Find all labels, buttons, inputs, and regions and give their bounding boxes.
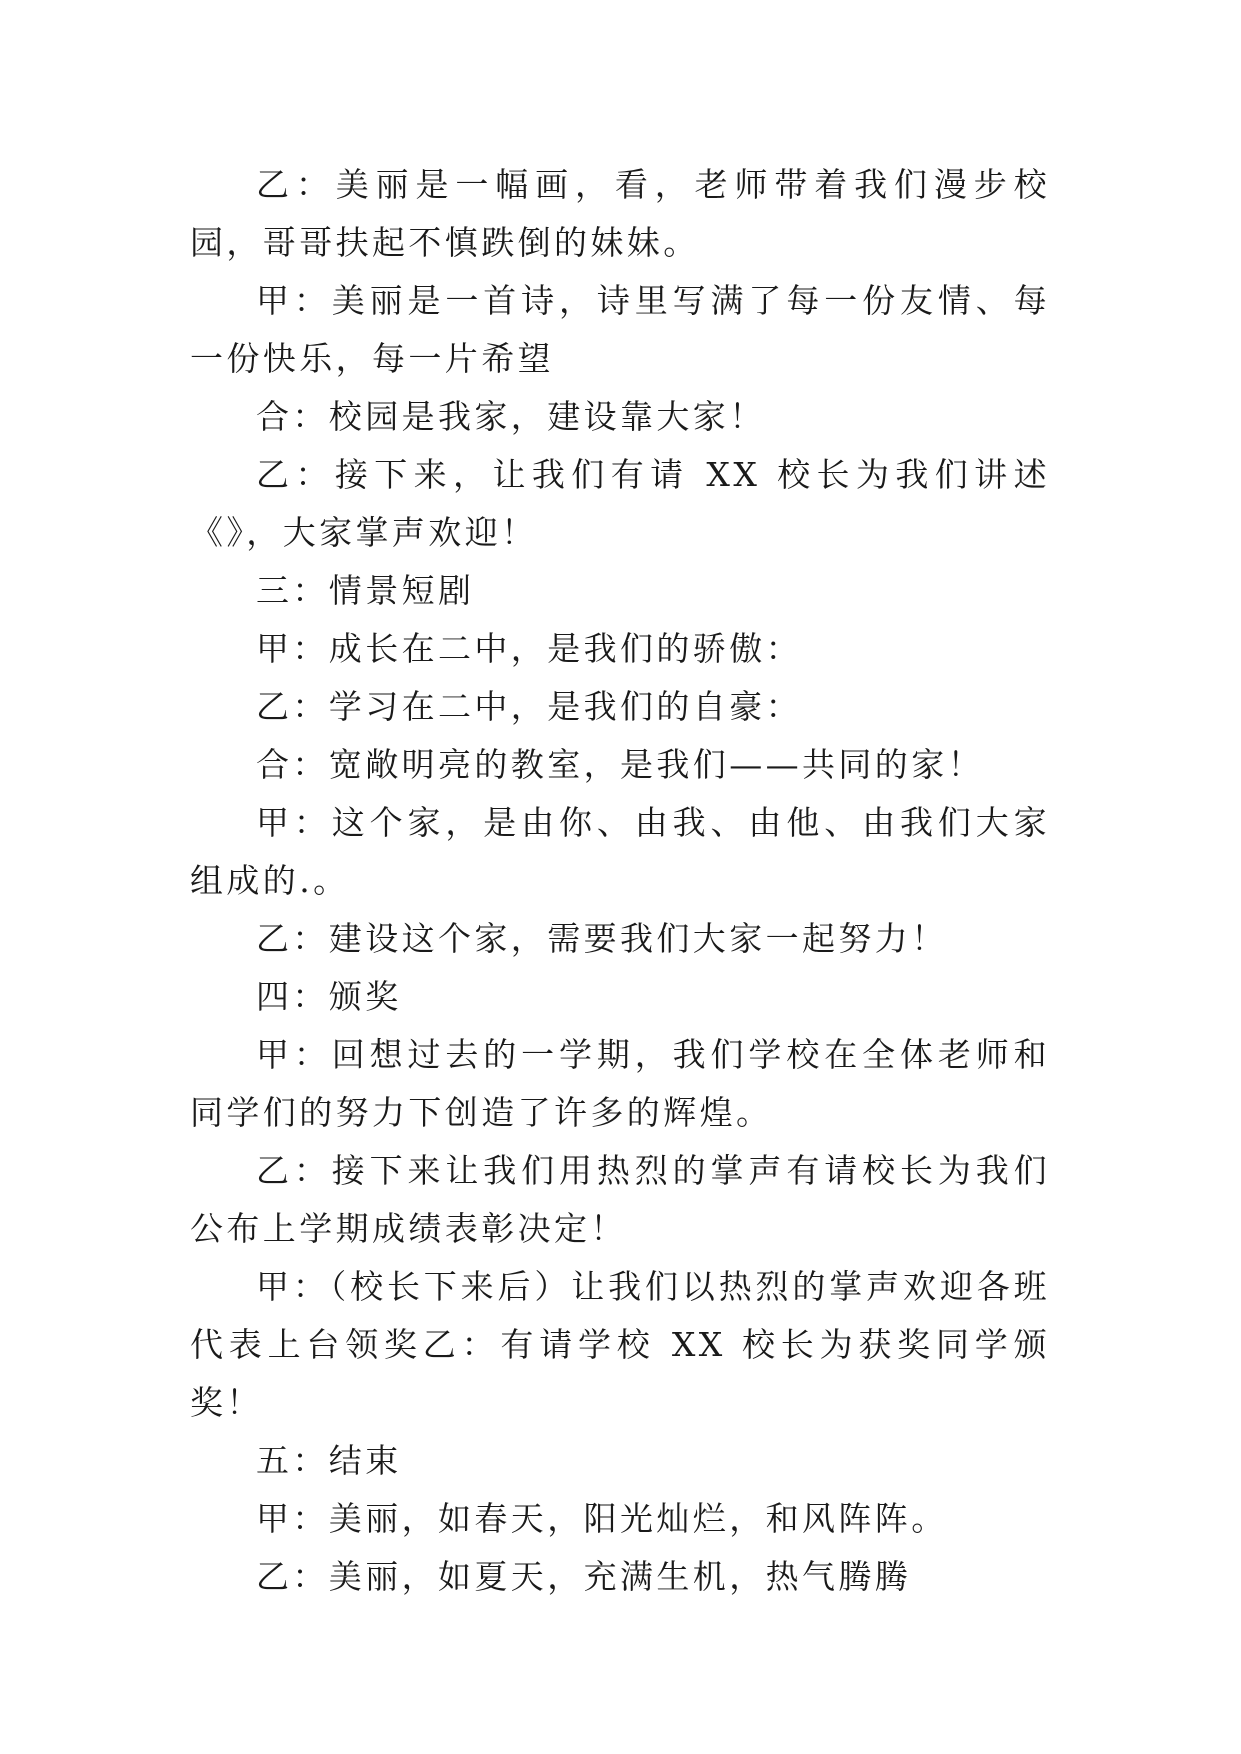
- section-heading: 四：颁奖: [256, 977, 402, 1016]
- paragraph: 甲：回想过去的一学期，我们学校在全体老师和同学们的努力下创造了许多的辉煌。: [190, 1035, 1050, 1132]
- paragraph: 甲：美丽是一首诗，诗里写满了每一份友情、每一份快乐，每一片希望: [190, 281, 1050, 378]
- paragraph: 乙：接下来，让我们有请 XX 校长为我们讲述《》，大家掌声欢迎！: [190, 455, 1050, 552]
- paragraph: 甲：美丽，如春天，阳光灿烂，和风阵阵。: [256, 1499, 948, 1538]
- paragraph: 乙：美丽是一幅画，看，老师带着我们漫步校园，哥哥扶起不慎跌倒的妹妹。: [190, 165, 1050, 262]
- paragraph: 乙：建设这个家，需要我们大家一起努力！: [256, 919, 948, 958]
- paragraph: 甲：（校长下来后）让我们以热烈的掌声欢迎各班代表上台领奖乙：有请学校 XX 校长为获奖同学颁奖！: [190, 1267, 1050, 1422]
- paragraph: 乙：学习在二中，是我们的自豪：: [256, 687, 802, 726]
- document-body: [190, 156, 1050, 1606]
- paragraph: 乙：美丽，如夏天，充满生机，热气腾腾: [256, 1557, 912, 1596]
- paragraph: 甲：成长在二中，是我们的骄傲：: [256, 629, 802, 668]
- paragraph: 甲：这个家，是由你、由我、由他、由我们大家组成的.。: [190, 803, 1050, 900]
- paragraph: 乙：接下来让我们用热烈的掌声有请校长为我们公布上学期成绩表彰决定！: [190, 1151, 1050, 1248]
- paragraph: 合：宽敞明亮的教室，是我们——共同的家！: [256, 745, 984, 784]
- section-heading: 三：情景短剧: [256, 571, 475, 610]
- paragraph: 合：校园是我家，建设靠大家！: [256, 397, 766, 436]
- section-heading: 五：结束: [256, 1441, 402, 1480]
